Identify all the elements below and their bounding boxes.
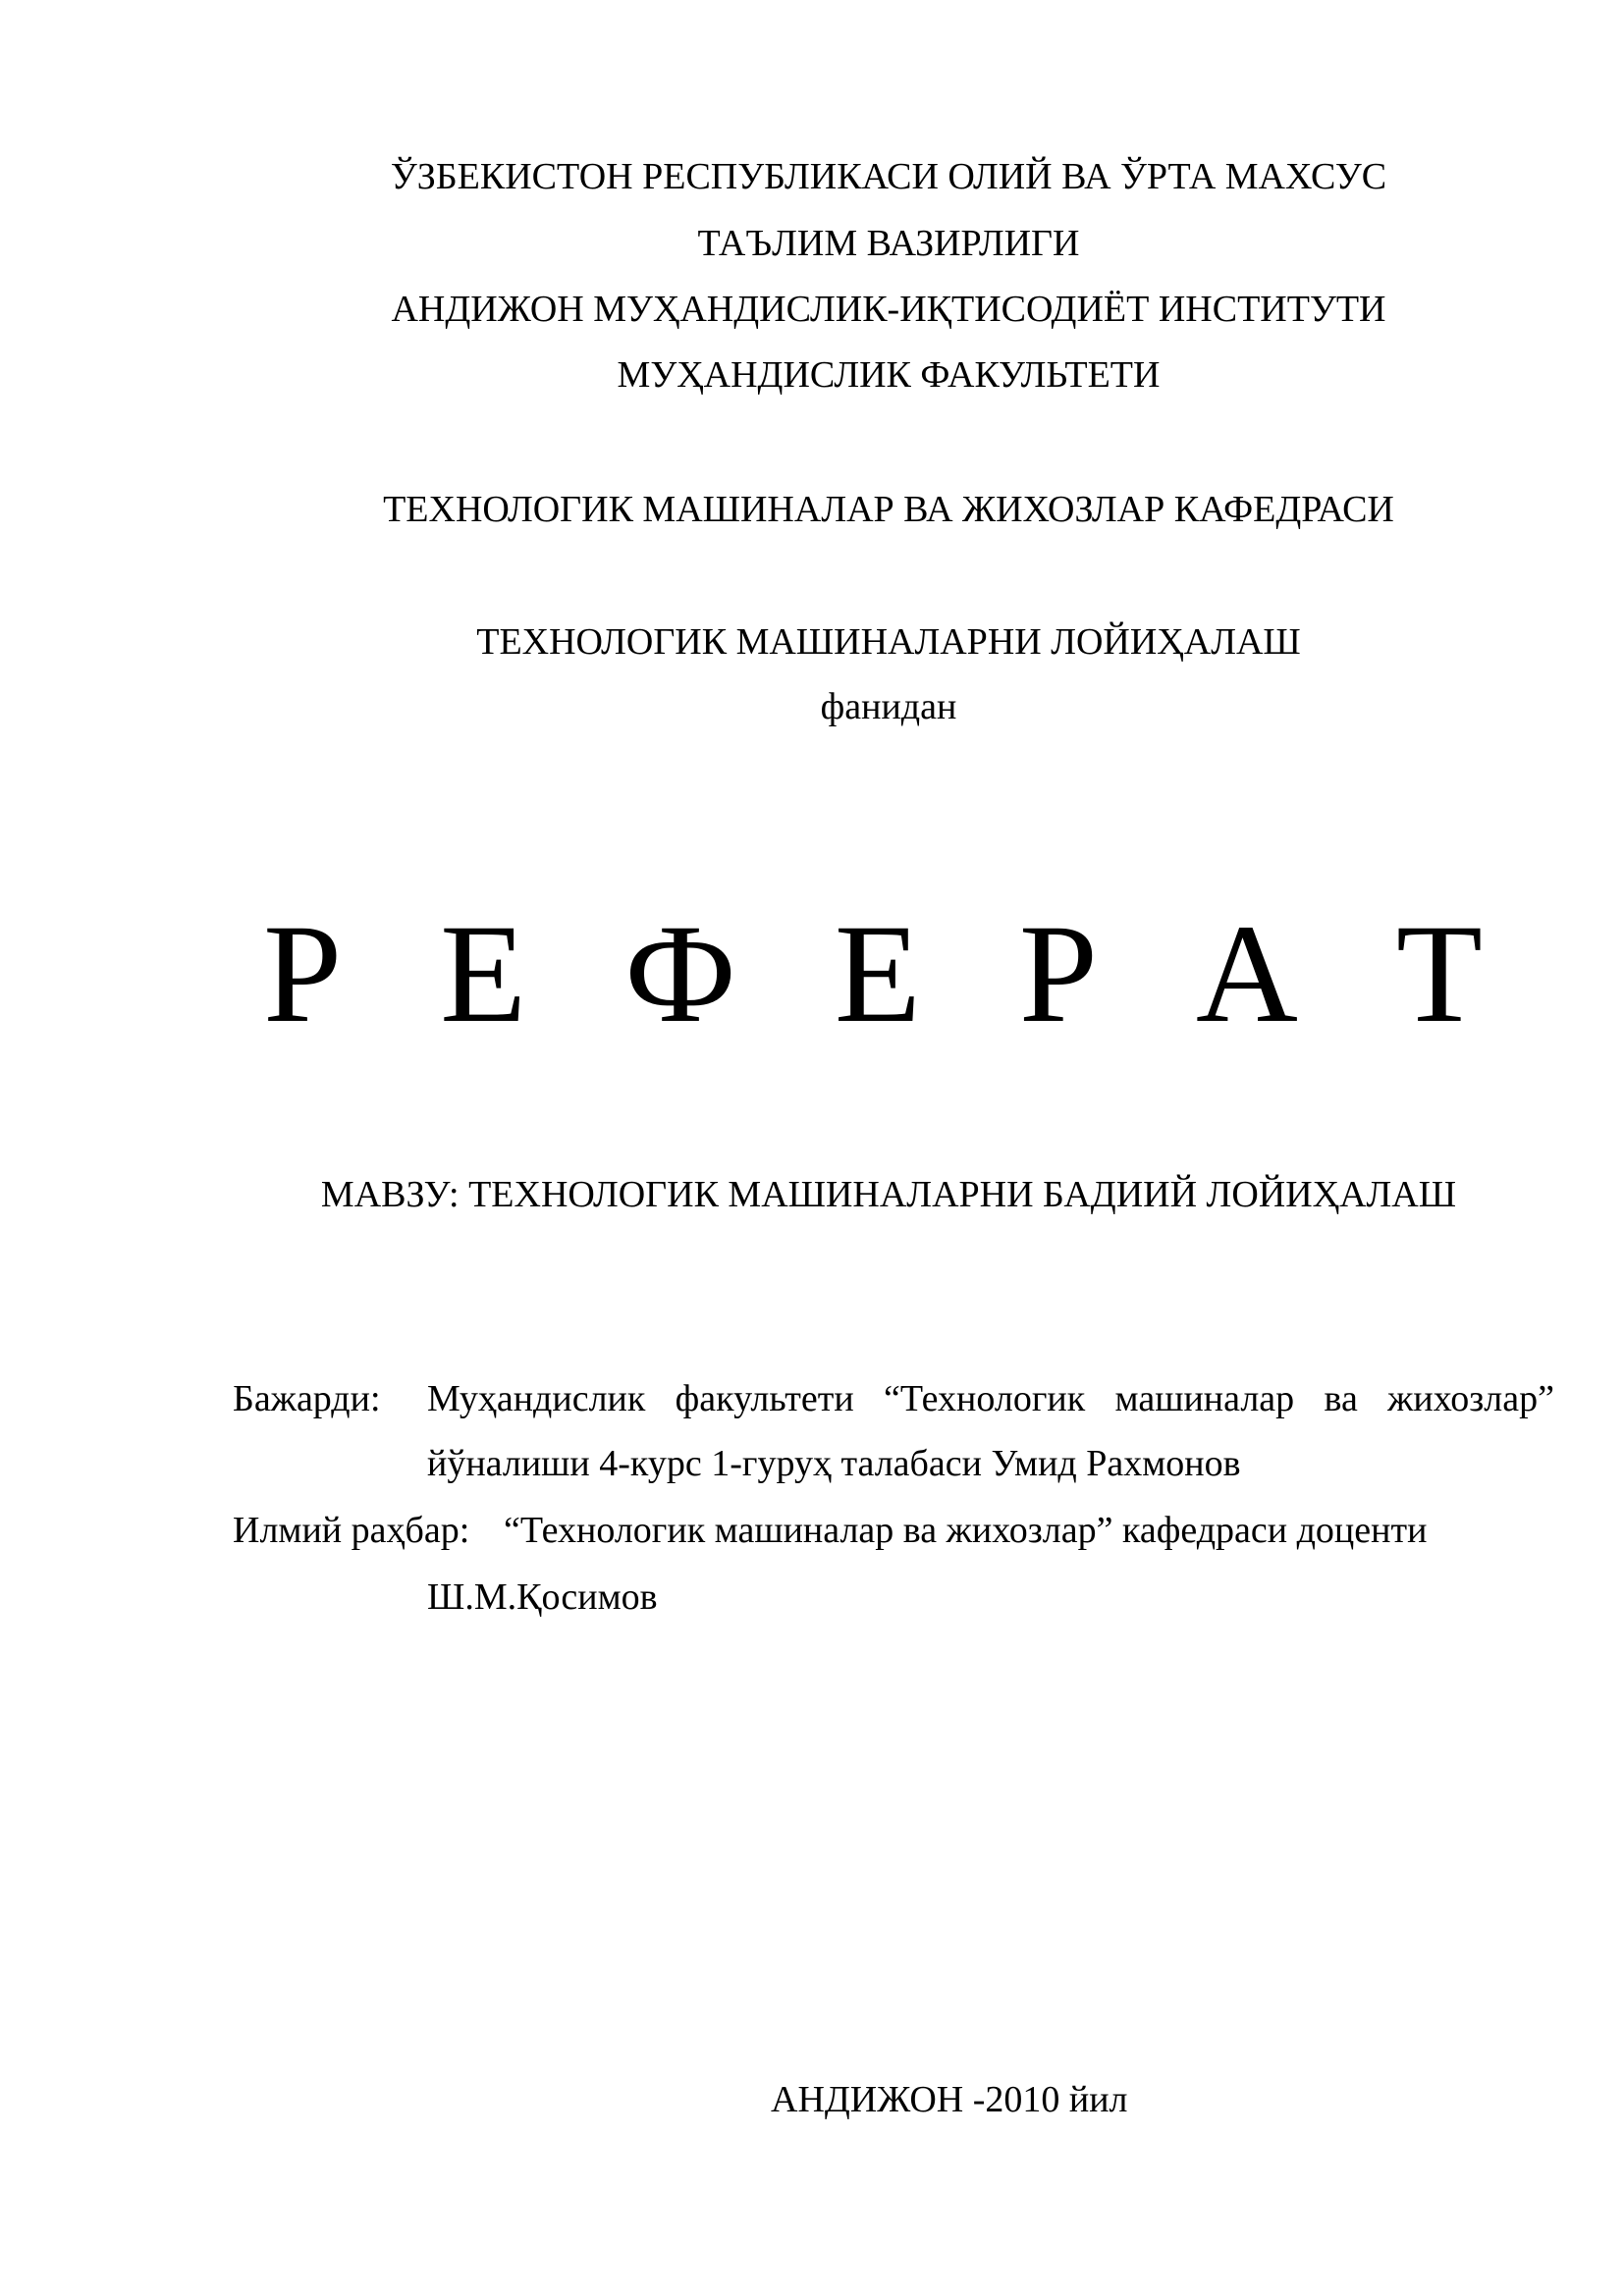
subject-name: ТЕХНОЛОГИК МАШИНАЛАРНИ ЛОЙИҲАЛАШ xyxy=(476,621,1301,663)
supervisor-line-1: “Технологик машиналар ва жихозлар” кафедраси доценти xyxy=(504,1510,1428,1551)
faculty-line: МУҲАНДИСЛИК ФАКУЛЬТЕТИ xyxy=(617,354,1161,396)
performer-label: Бажарди: xyxy=(233,1378,381,1419)
ministry-line-2: ТАЪЛИМ ВАЗИРЛИГИ xyxy=(697,223,1080,264)
institute-line: АНДИЖОН МУҲАНДИСЛИК-ИҚТИСОДИЁТ ИНСТИТУТИ xyxy=(391,289,1386,330)
supervisor-label: Илмий раҳбар: xyxy=(233,1510,470,1551)
topic-line: МАВЗУ: ТЕХНОЛОГИК МАШИНАЛАРНИ БАДИИЙ ЛОЙИҲАЛАШ xyxy=(320,1174,1457,1215)
performer-line-2: йўналиши 4-курс 1-гуруҳ талабаси Умид Рахмонов xyxy=(427,1443,1241,1484)
performer-line-1: Муҳандислик факультети “Технологик машиналар ва жихозлар” xyxy=(427,1378,1554,1419)
document-title: Р Е Ф Е Р А Т xyxy=(263,896,1514,1052)
department-line: ТЕХНОЛОГИК МАШИНАЛАР ВА ЖИХОЗЛАР КАФЕДРАСИ xyxy=(383,489,1394,530)
supervisor-line-2: Ш.М.Қосимов xyxy=(427,1576,658,1618)
subject-suffix: фанидан xyxy=(820,686,957,727)
ministry-line-1: ЎЗБЕКИСТОН РЕСПУБЛИКАСИ ОЛИЙ ВА ЎРТА МАХСУС xyxy=(390,156,1387,197)
footer-city-year: АНДИЖОН -2010 йил xyxy=(771,2079,1128,2120)
